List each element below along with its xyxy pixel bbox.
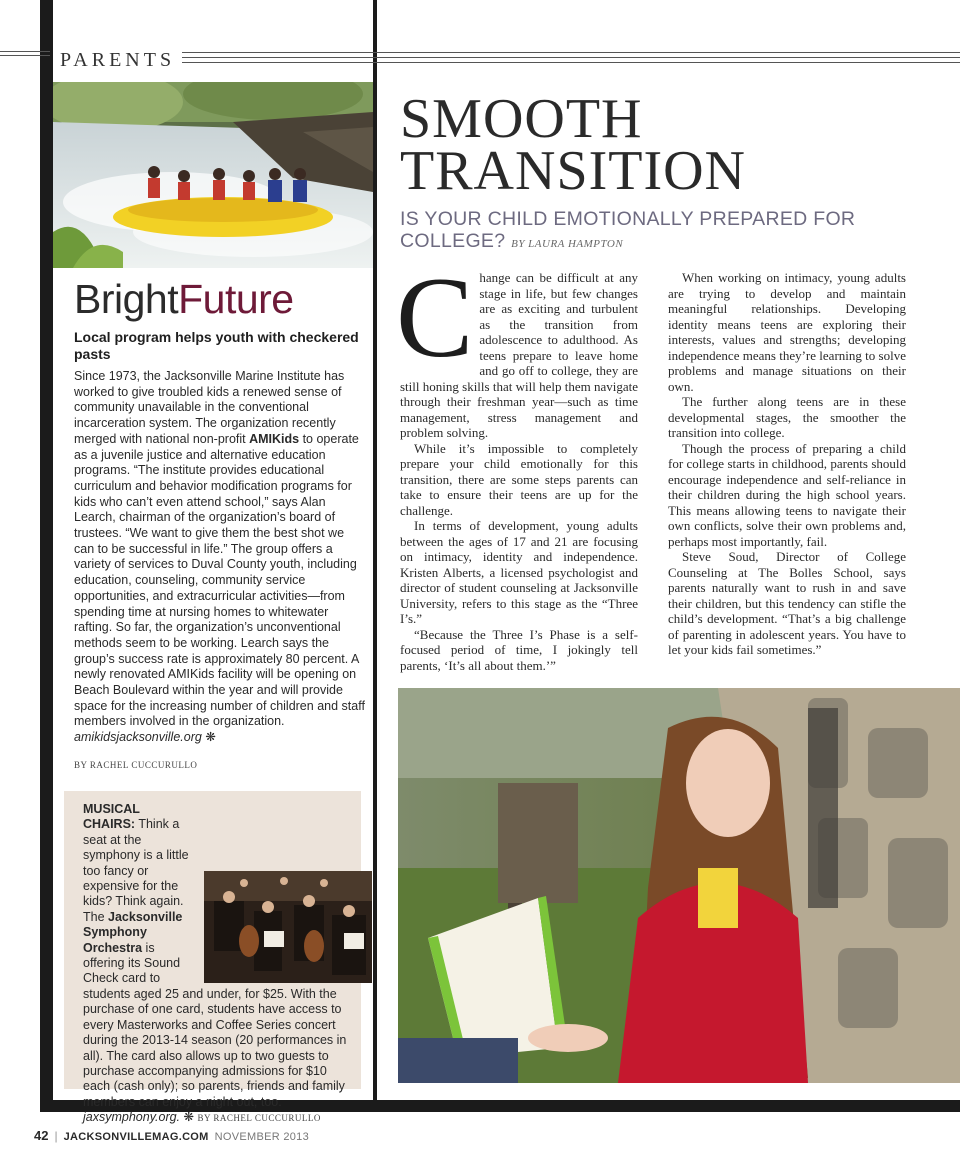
page-footer — [34, 1128, 309, 1143]
end-mark-icon: ❋ — [183, 1110, 195, 1125]
header-rule-left — [0, 51, 50, 52]
issue-date: NOVEMBER 2013 — [214, 1131, 310, 1143]
end-mark-icon: ❋ — [205, 730, 216, 745]
footer-separator: | — [54, 1129, 58, 1143]
header-rule-left-2 — [0, 55, 50, 56]
musical-chairs-text-2: is offering its Sound Check card to students aged 25 and under, for $25. With the purchase of one card, students have access to every Masterworks and Coffee Series concert during the 2013-14 season (20 performances in all). The card also allows up to two guests to purchase accompanying admissions for $10 each (cash only); so parents, friends and family members can enjoy a night out, too. — [83, 940, 347, 1109]
drop-cap: C — [396, 254, 474, 382]
bright-future-title — [74, 276, 294, 323]
article-headline — [400, 88, 920, 202]
article-column-2 — [668, 270, 906, 658]
symphony-url[interactable]: jaxsymphony.org. — [83, 1110, 181, 1125]
musical-chairs-lead: MUSICAL CHAIRS: — [83, 802, 140, 832]
bright-future-byline: BY RACHEL CUCCURULLO — [74, 760, 198, 770]
bright-future-title-part2: Future — [178, 276, 294, 322]
headline-line-2: TRANSITION — [400, 140, 746, 202]
section-label: PARENTS — [60, 49, 176, 71]
bright-future-body-text-2: to operate as a juvenile justice and alternative education programs. “The institute provides educational curriculum and behavior modification programs for kids who can’t even attend school,” says Alan Learch, chairman of the organization’s board of trustees. “We want to give them the best shot we can to be successful in life.” The group offers a variety of services to Duval County youth, including education, counseling, community service opportunities, and extracurricular activities—from spending time at nursing homes to whitewater rafting. So far, the organization’s unconventional methods seem to be working. Learch says the group’s success rate is approximately 80 percent. A newly renovated AMIKids facility will be opening on Beach Boulevard within the year and will provide space for the increasing number of children and staff members involved in the organization. — [74, 431, 365, 729]
rafting-photo — [53, 82, 373, 268]
header-rule-right-3 — [182, 62, 960, 63]
paragraph: In terms of development, young adults between the ages of 17 and 21 are focusing on intimacy, identity and independence. Kristen Alberts, a licensed psychologist and director of student counseling at Jacksonville University, refers to this stage as the “Three I’s.” — [400, 518, 638, 626]
site-url[interactable]: JACKSONVILLEMAG.COM — [63, 1131, 209, 1143]
headline-line-1: SMOOTH — [400, 88, 643, 150]
article-deck — [400, 208, 880, 255]
paragraph: “Because the Three I’s Phase is a self-focused period of time, I jokingly tell parents, ‘It’s all about them.’” — [400, 626, 638, 673]
page-number: 42 — [34, 1128, 49, 1143]
amikids-url[interactable]: amikidsjacksonville.org — [74, 730, 202, 745]
symphony-name: Jacksonville Symphony Orchestra — [83, 909, 183, 955]
bright-future-body — [74, 369, 366, 746]
header-rule-right — [182, 52, 960, 53]
bright-future-title-part1: Bright — [74, 276, 179, 322]
musical-chairs-text-1: Think a seat at the symphony is a little too fancy or expensive for the kids? Think again. The — [83, 817, 189, 924]
paragraph: While it’s impossible to completely prepare your child emotionally for this transition, there are some steps parents can take to ensure their teens are up for the challenge. — [400, 440, 638, 518]
bright-future-body-text-1: Since 1973, the Jacksonville Marine Institute has worked to give troubled kids a renewed sense of community unavailable in the conventional incarceration system. The organization recently merged with national non-profit — [74, 369, 345, 446]
deck-text: IS YOUR CHILD EMOTIONALLY PREPARED FOR COLLEGE? — [400, 208, 856, 252]
bright-future-subtitle: Local program helps youth with checkered pasts — [74, 329, 359, 362]
article-byline: BY LAURA HAMPTON — [511, 238, 624, 250]
paragraph-text: hange can be difficult at any stage in life, but few changes are as exciting and turbulent as the transition from adolescence to adulthood. As teens prepare to leave home and go off to college, they are still honing skills that will help them navigate through their freshman year—such as time management, stress management and problem solving. — [400, 270, 638, 440]
student-reading-photo — [398, 688, 960, 1083]
article-column-1 — [396, 254, 638, 673]
paragraph: The further along teens are in these developmental stages, the smoother the transition into college. — [668, 394, 906, 440]
paragraph: When working on intimacy, young adults are trying to develop and maintain meaningful relationships. Developing identity means teens are exploring their interests, values and strengths; developing independence means they’re learning to solve problems and manage situations on their own. — [668, 270, 906, 394]
header-rule-right-2 — [182, 57, 960, 58]
amikids-name: AMIKids — [249, 431, 300, 446]
paragraph: Though the process of preparing a child for college starts in childhood, parents should encourage independence and self-reliance in their children during the high school years. This means allowing teens to navigate their own conflicts, solve their own problems and, perhaps most importantly, fail. — [668, 440, 906, 549]
orchestra-photo — [204, 871, 372, 983]
musical-chairs-byline: BY RACHEL CUCCURULLO — [197, 1113, 321, 1124]
paragraph: Steve Soud, Director of College Counseling at The Bolles School, says parents naturally want to rush in and save their children, but this tendency can stifle the child’s development. “That’s a big challenge of parenting in adolescent years. You have to let your kids fail sometimes.” — [668, 549, 906, 657]
paragraph — [396, 254, 638, 441]
